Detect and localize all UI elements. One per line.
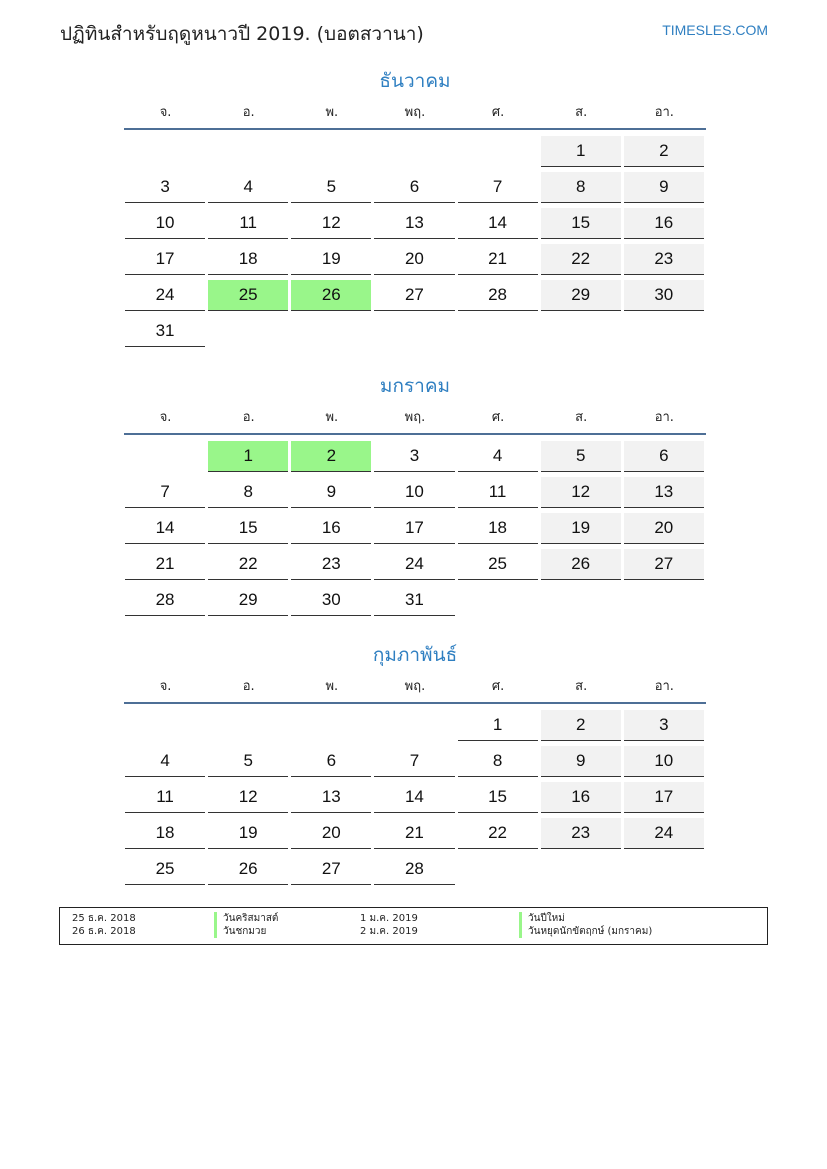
weekday-label: ศ. xyxy=(491,105,505,120)
day-cell: 16 xyxy=(291,513,371,544)
day-cell: 3 xyxy=(624,710,704,741)
day-cell: 19 xyxy=(541,513,621,544)
legend-holiday-name: วันปีใหม่ xyxy=(519,912,565,925)
day-cell: 18 xyxy=(125,818,205,849)
day-cell: 11 xyxy=(125,782,205,813)
empty-day-cell xyxy=(541,585,621,615)
weekday-label: ศ. xyxy=(491,679,505,694)
day-cell: 27 xyxy=(291,854,371,885)
weekday-label: จ. xyxy=(159,410,172,425)
day-cell: 2 xyxy=(624,136,704,167)
month-block xyxy=(124,371,706,619)
week-row xyxy=(124,206,706,242)
day-cell: 13 xyxy=(624,477,704,508)
day-cell: 15 xyxy=(541,208,621,239)
day-cell: 10 xyxy=(374,477,454,508)
day-cell: 14 xyxy=(125,513,205,544)
week-row xyxy=(124,852,706,888)
day-cell: 13 xyxy=(291,782,371,813)
week-row xyxy=(124,547,706,583)
week-row xyxy=(124,475,706,511)
day-cell: 20 xyxy=(291,818,371,849)
day-cell: 17 xyxy=(374,513,454,544)
day-cell: 25 xyxy=(125,854,205,885)
empty-day-cell xyxy=(291,710,371,740)
day-cell: 13 xyxy=(374,208,454,239)
empty-day-cell xyxy=(458,585,538,615)
day-cell: 23 xyxy=(541,818,621,849)
day-cell: 24 xyxy=(624,818,704,849)
month-title: ธันวาคม xyxy=(379,70,451,92)
empty-day-cell xyxy=(541,854,621,884)
day-cell: 21 xyxy=(125,549,205,580)
empty-day-cell xyxy=(624,316,704,346)
weekday-label: พ. xyxy=(325,410,339,425)
month-block xyxy=(124,66,706,350)
month-title: กุมภาพันธ์ xyxy=(372,644,458,666)
week-row xyxy=(124,583,706,619)
legend-row xyxy=(60,925,767,938)
holiday-day-cell: 25 xyxy=(208,280,288,311)
day-cell: 6 xyxy=(624,441,704,472)
day-cell: 17 xyxy=(624,782,704,813)
legend-date: 1 ม.ค. 2019 xyxy=(360,913,418,924)
day-cell: 12 xyxy=(541,477,621,508)
page-title: ปฏิทินสำหรับฤดูหนาวปี 2019. (บอตสวานา) xyxy=(60,23,424,45)
day-cell: 8 xyxy=(541,172,621,203)
day-cell: 20 xyxy=(624,513,704,544)
week-row xyxy=(124,511,706,547)
legend-date: 25 ธ.ค. 2018 xyxy=(72,913,136,924)
day-cell: 9 xyxy=(541,746,621,777)
day-cell: 10 xyxy=(624,746,704,777)
empty-day-cell xyxy=(458,136,538,166)
week-row xyxy=(124,439,706,475)
day-cell: 17 xyxy=(125,244,205,275)
day-cell: 9 xyxy=(291,477,371,508)
month-title: มกราคม xyxy=(379,375,451,397)
week-row xyxy=(124,242,706,278)
day-cell: 3 xyxy=(374,441,454,472)
weekday-label: จ. xyxy=(159,679,172,694)
day-cell: 18 xyxy=(458,513,538,544)
day-cell: 5 xyxy=(291,172,371,203)
holiday-day-cell: 1 xyxy=(208,441,288,472)
day-cell: 26 xyxy=(541,549,621,580)
day-cell: 1 xyxy=(541,136,621,167)
weekday-label: อา. xyxy=(654,105,674,120)
week-row xyxy=(124,744,706,780)
day-cell: 21 xyxy=(374,818,454,849)
day-cell: 6 xyxy=(374,172,454,203)
legend-date: 26 ธ.ค. 2018 xyxy=(72,926,136,937)
day-cell: 28 xyxy=(125,585,205,616)
day-cell: 27 xyxy=(624,549,704,580)
weekday-label: ส. xyxy=(575,410,588,425)
day-cell: 24 xyxy=(125,280,205,311)
week-row xyxy=(124,278,706,314)
day-cell: 2 xyxy=(541,710,621,741)
month-block xyxy=(124,640,706,888)
day-cell: 18 xyxy=(208,244,288,275)
day-cell: 12 xyxy=(208,782,288,813)
day-cell: 11 xyxy=(458,477,538,508)
weekday-label: ส. xyxy=(575,679,588,694)
day-cell: 4 xyxy=(208,172,288,203)
day-cell: 6 xyxy=(291,746,371,777)
day-cell: 14 xyxy=(458,208,538,239)
weekday-label: พฤ. xyxy=(404,679,426,694)
empty-day-cell xyxy=(458,316,538,346)
day-cell: 29 xyxy=(208,585,288,616)
empty-day-cell xyxy=(458,854,538,884)
day-cell: 23 xyxy=(624,244,704,275)
day-cell: 7 xyxy=(125,477,205,508)
empty-day-cell xyxy=(208,710,288,740)
day-cell: 25 xyxy=(458,549,538,580)
empty-day-cell xyxy=(624,854,704,884)
day-cell: 31 xyxy=(125,316,205,347)
day-cell: 5 xyxy=(208,746,288,777)
weekday-label: อ. xyxy=(242,410,255,425)
weekday-label: อา. xyxy=(654,410,674,425)
day-cell: 30 xyxy=(291,585,371,616)
legend-row xyxy=(60,912,767,925)
day-cell: 29 xyxy=(541,280,621,311)
day-cell: 16 xyxy=(541,782,621,813)
holiday-day-cell: 26 xyxy=(291,280,371,311)
day-cell: 5 xyxy=(541,441,621,472)
weekday-label: ส. xyxy=(575,105,588,120)
day-cell: 22 xyxy=(208,549,288,580)
day-cell: 8 xyxy=(458,746,538,777)
day-cell: 23 xyxy=(291,549,371,580)
legend-holiday-name: วันคริสมาสต์ xyxy=(214,912,278,925)
weekday-label: อ. xyxy=(242,105,255,120)
day-cell: 20 xyxy=(374,244,454,275)
empty-day-cell xyxy=(374,710,454,740)
weekday-header xyxy=(124,407,706,435)
empty-day-cell xyxy=(374,136,454,166)
day-cell: 24 xyxy=(374,549,454,580)
weekday-label: พฤ. xyxy=(404,105,426,120)
weekday-label: พ. xyxy=(325,679,339,694)
day-cell: 14 xyxy=(374,782,454,813)
empty-day-cell xyxy=(624,585,704,615)
day-cell: 22 xyxy=(458,818,538,849)
empty-day-cell xyxy=(541,316,621,346)
day-cell: 26 xyxy=(208,854,288,885)
day-cell: 16 xyxy=(624,208,704,239)
weekday-label: พฤ. xyxy=(404,410,426,425)
holiday-legend xyxy=(59,907,768,945)
week-row xyxy=(124,780,706,816)
day-cell: 15 xyxy=(458,782,538,813)
day-cell: 7 xyxy=(458,172,538,203)
day-cell: 10 xyxy=(125,208,205,239)
day-cell: 1 xyxy=(458,710,538,741)
empty-day-cell xyxy=(374,316,454,346)
day-cell: 11 xyxy=(208,208,288,239)
day-cell: 22 xyxy=(541,244,621,275)
week-row xyxy=(124,134,706,170)
weekday-header xyxy=(124,676,706,704)
weekday-label: อ. xyxy=(242,679,255,694)
weekday-label: พ. xyxy=(325,105,339,120)
day-cell: 8 xyxy=(208,477,288,508)
day-cell: 4 xyxy=(458,441,538,472)
empty-day-cell xyxy=(208,136,288,166)
day-cell: 12 xyxy=(291,208,371,239)
day-cell: 27 xyxy=(374,280,454,311)
empty-day-cell xyxy=(208,316,288,346)
weekday-label: จ. xyxy=(159,105,172,120)
day-cell: 19 xyxy=(208,818,288,849)
site-link[interactable]: TIMESLES.COM xyxy=(662,22,768,38)
legend-holiday-name: วันชกมวย xyxy=(214,925,266,938)
day-cell: 28 xyxy=(458,280,538,311)
weekday-header xyxy=(124,102,706,130)
weekday-label: ศ. xyxy=(491,410,505,425)
empty-day-cell xyxy=(291,136,371,166)
empty-day-cell xyxy=(291,316,371,346)
day-cell: 4 xyxy=(125,746,205,777)
legend-holiday-name: วันหยุดนักขัตฤกษ์ (มกราคม) xyxy=(519,925,652,938)
day-cell: 9 xyxy=(624,172,704,203)
empty-day-cell xyxy=(125,710,205,740)
empty-day-cell xyxy=(125,441,205,471)
week-row xyxy=(124,314,706,350)
day-cell: 30 xyxy=(624,280,704,311)
day-cell: 31 xyxy=(374,585,454,616)
day-cell: 28 xyxy=(374,854,454,885)
day-cell: 21 xyxy=(458,244,538,275)
holiday-day-cell: 2 xyxy=(291,441,371,472)
day-cell: 3 xyxy=(125,172,205,203)
day-cell: 19 xyxy=(291,244,371,275)
week-row xyxy=(124,170,706,206)
week-row xyxy=(124,816,706,852)
weekday-label: อา. xyxy=(654,679,674,694)
legend-date: 2 ม.ค. 2019 xyxy=(360,926,418,937)
day-cell: 15 xyxy=(208,513,288,544)
empty-day-cell xyxy=(125,136,205,166)
week-row xyxy=(124,708,706,744)
day-cell: 7 xyxy=(374,746,454,777)
